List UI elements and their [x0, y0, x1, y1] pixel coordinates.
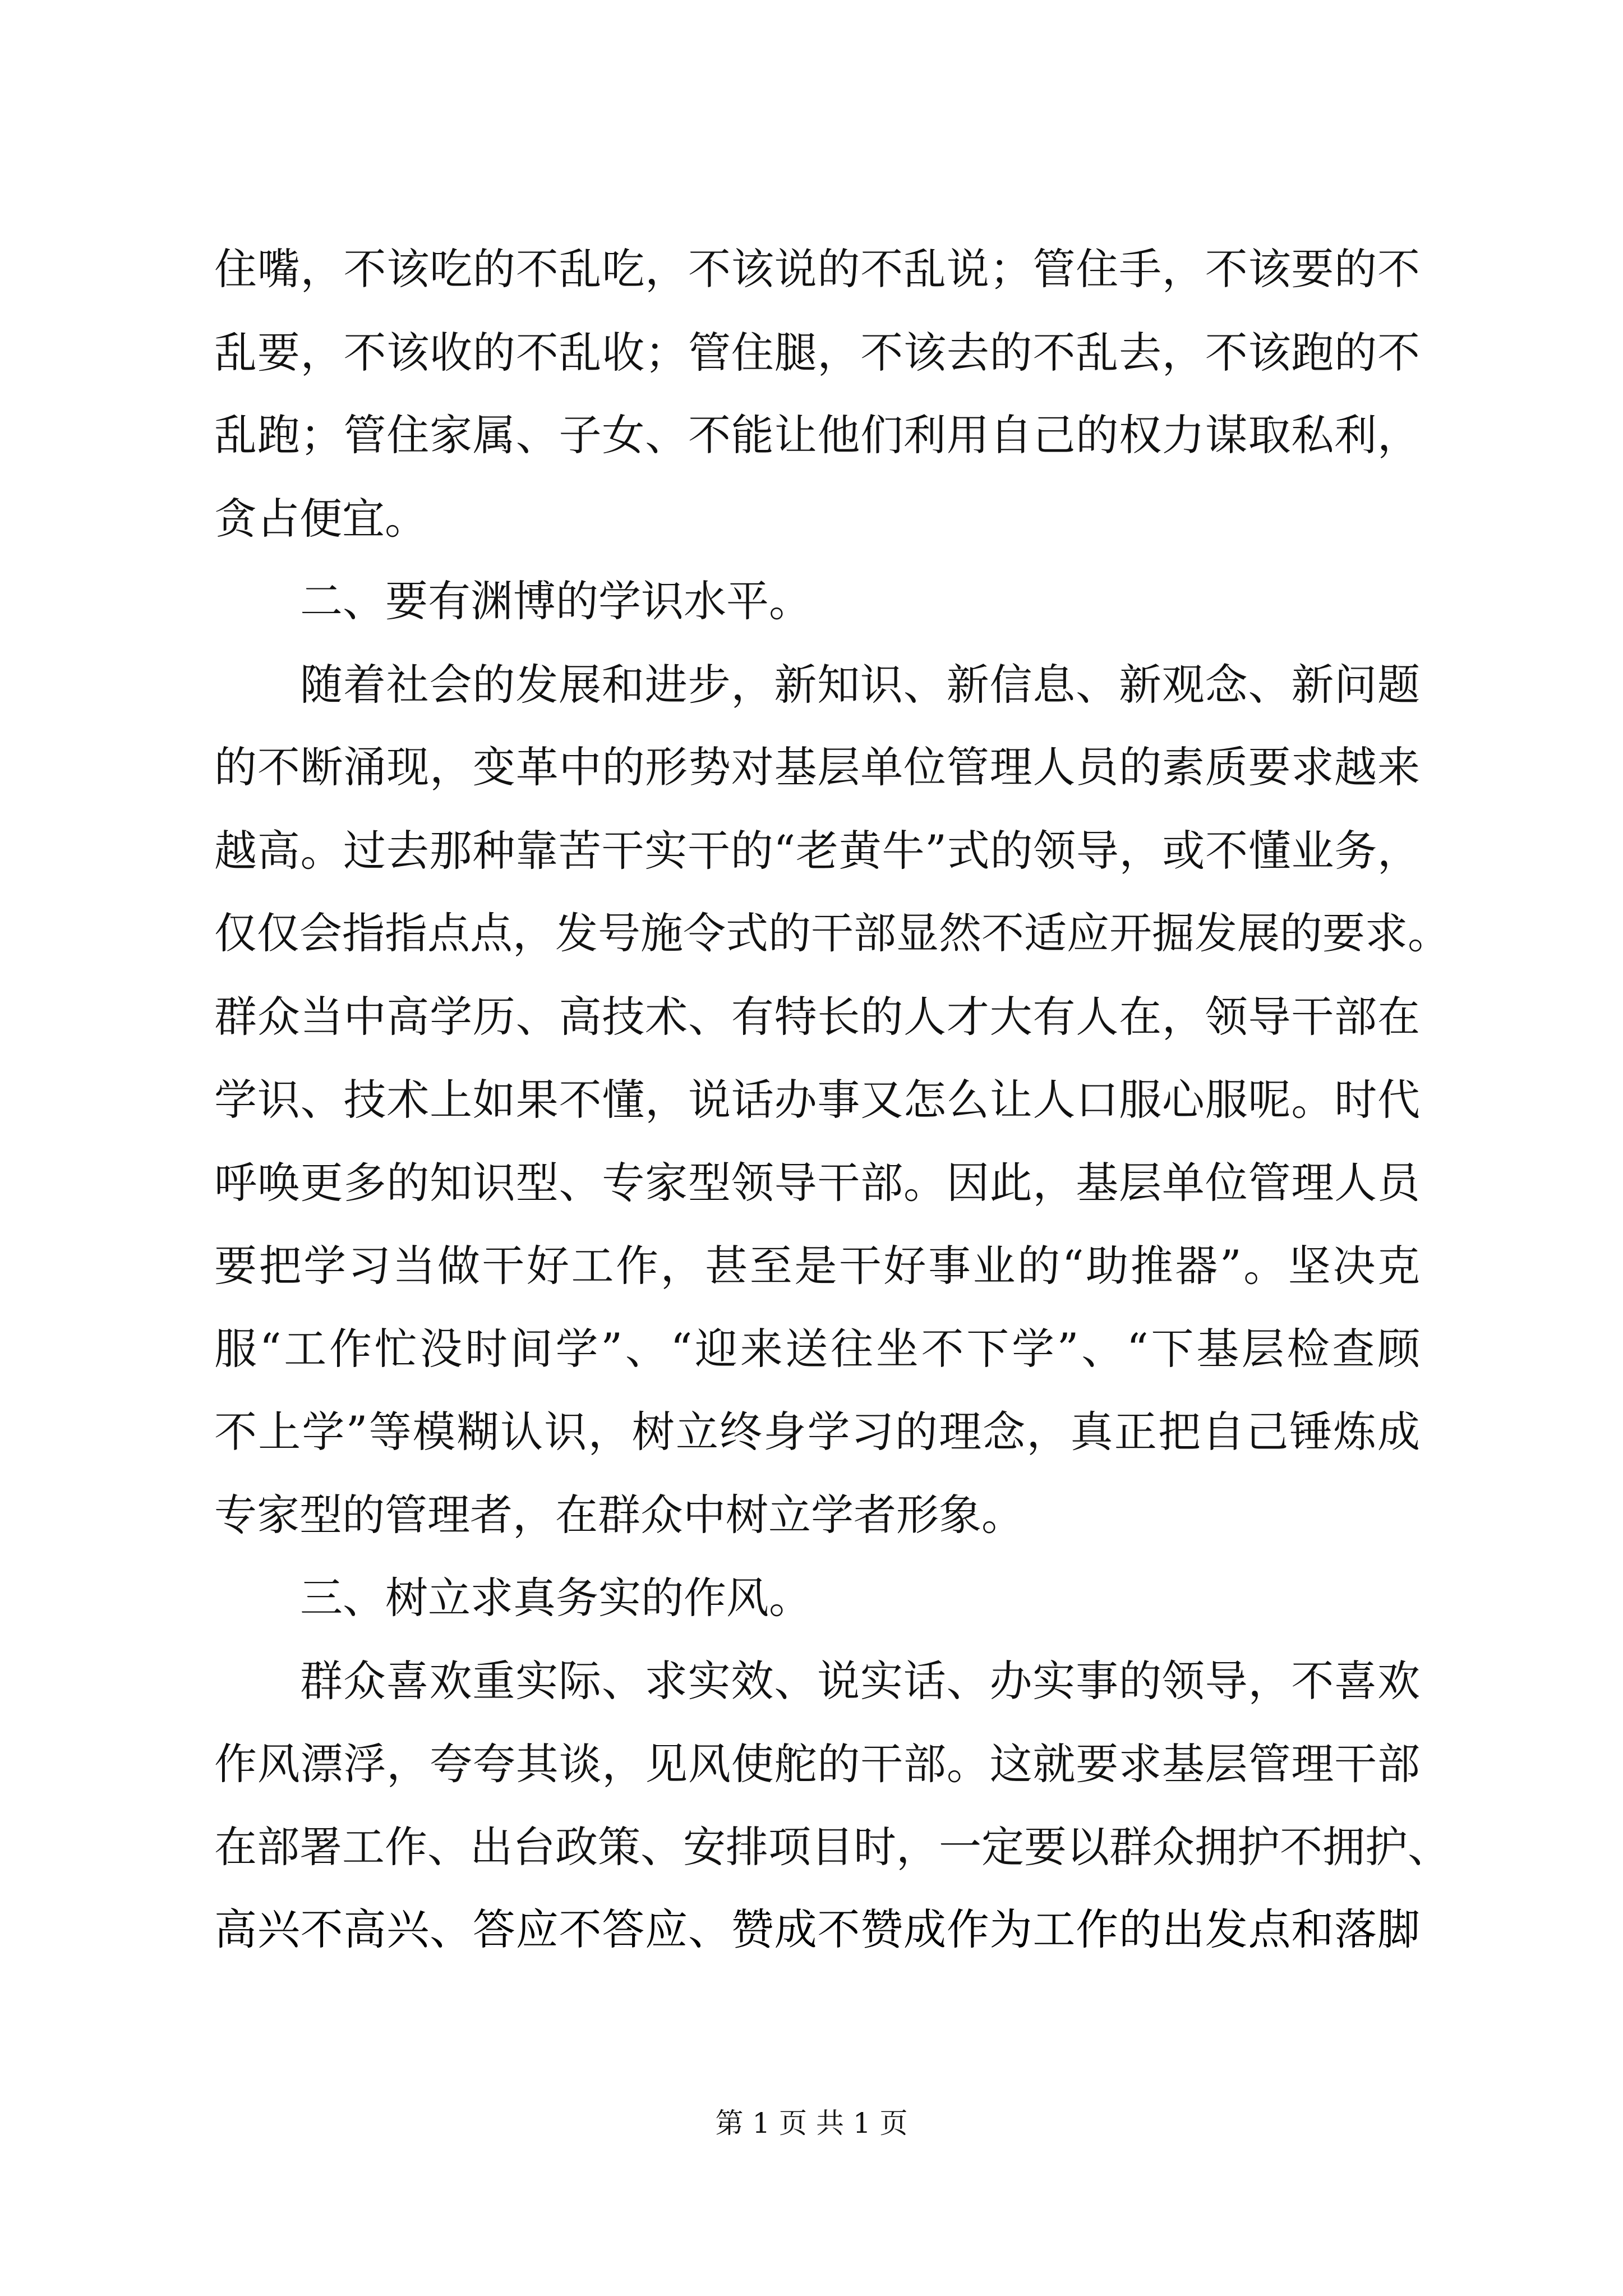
body-line: 的不断涌现，变革中的形势对基层单位管理人员的素质要求越来: [214, 742, 1420, 793]
body-line: 作风漂浮，夸夸其谈，见风使舵的干部。这就要求基层管理干部: [214, 1738, 1420, 1789]
body-line: 要把学习当做干好工作，甚至是干好事业的“助推器”。坚决克: [214, 1240, 1420, 1291]
body-line: 贪占便宜。: [214, 493, 427, 544]
body-line: 乱跑；管住家属、子女、不能让他们利用自己的权力谋取私利，: [214, 410, 1420, 461]
body-line: 越高。过去那种靠苦干实干的“老黄牛”式的领导，或不懂业务，: [214, 825, 1420, 876]
body-line: 呼唤更多的知识型、专家型领导干部。因此，基层单位管理人员: [214, 1158, 1420, 1208]
body-line: 住嘴，不该吃的不乱吃，不该说的不乱说；管住手，不该要的不: [214, 244, 1420, 294]
body-line: 专家型的管理者，在群众中树立学者形象。: [214, 1490, 1024, 1540]
body-line: 群众当中高学历、高技术、有特长的人才大有人在，领导干部在: [214, 991, 1420, 1042]
body-line: 高兴不高兴、答应不答应、赞成不赞成作为工作的出发点和落脚: [214, 1907, 1420, 1954]
section-heading: 三、树立求真务实的作风。: [300, 1572, 811, 1623]
body-line: 服“工作忙没时间学”、“迎来送往坐不下学”、“下基层检查顾: [214, 1324, 1420, 1374]
paragraph-first-line: 随着社会的发展和进步，新知识、新信息、新观念、新问题: [300, 659, 1420, 710]
body-line: 在部署工作、出台政策、安排项目时，一定要以群众拥护不拥护、: [214, 1822, 1450, 1872]
body-line: 学识、技术上如果不懂，说话办事又怎么让人口服心服呢。时代: [214, 1074, 1420, 1125]
section-heading: 二、要有渊博的学识水平。: [300, 576, 811, 627]
page-footer: 第 1 页 共 1 页: [715, 2107, 908, 2139]
paragraph-first-line: 群众喜欢重实际、求实效、说实话、办实事的领导，不喜欢: [300, 1656, 1420, 1706]
body-line: 仅仅会指指点点，发号施令式的干部显然不适应开掘发展的要求。: [214, 908, 1450, 959]
body-line: 乱要，不该收的不乱收；管住腿，不该去的不乱去，不该跑的不: [214, 327, 1420, 378]
body-line: 不上学”等模糊认识，树立终身学习的理念，真正把自己锤炼成: [214, 1406, 1420, 1457]
